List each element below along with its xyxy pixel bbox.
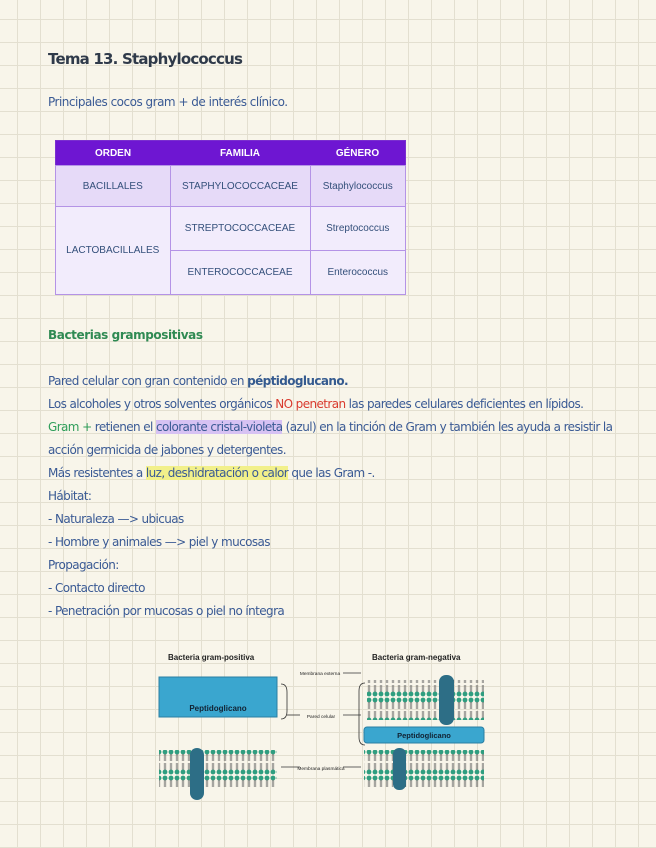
highlight: luz, deshidratación o calor [145,466,289,480]
cell-wall-diagram [150,645,500,800]
membrane-protein [393,748,406,790]
text: que las Gram -. [288,466,375,480]
keyword: NO penetran [275,397,346,411]
cell-familia: STREPTOCOCCACEAE [170,207,310,251]
gram-negative-membrane [364,750,484,789]
cell-familia: STAPHYLOCOCCACEAE [170,166,310,207]
cell-genero: Enterococcus [310,251,406,295]
left-diagram-title: Bacteria gram-positiva [168,653,255,662]
label-outer-membrane: Membrana externa [299,672,341,677]
gram-positive-membrane [159,750,277,789]
note-line: acción germicida de jabones y detergentes. [48,443,286,457]
note-line: - Contacto directo [48,581,145,595]
right-diagram-title: Bacteria gram-negativa [372,653,461,662]
text: Pared celular con gran contenido en [48,374,248,388]
cell-genero: Streptococcus [310,207,406,251]
bracket-left [281,684,287,719]
table-row [56,207,406,251]
note-line: Hábitat: [48,489,92,503]
header-familia: FAMILIA [170,141,310,166]
left-block-label: Peptidoglicano [189,704,247,713]
cell-familia: ENTEROCOCCACEAE [170,251,310,295]
outer-membrane-protein [439,675,454,725]
highlight: colorante cristal-violeta [155,420,283,434]
text: Los alcoholes y otros solventes orgánicos [48,397,276,411]
header-genero: GÉNERO [310,141,406,166]
keyword: Gram + [48,420,92,434]
note-line: - Penetración por mucosas o piel no íntegra [48,604,285,618]
page-title: Tema 13. Staphylococcus [48,50,243,68]
note-line [48,370,618,393]
classification-table [55,140,406,295]
note-line: Propagación: [48,558,119,572]
membrane-protein [190,748,204,800]
page-subtitle: Principales cocos gram + de interés clínico. [48,95,288,109]
note-line [48,416,618,439]
note-line: - Hombre y animales —> piel y mucosas [48,535,270,549]
cell-orden: LACTOBACILLALES [56,207,171,295]
note-line [48,393,618,416]
notes-body [48,370,618,623]
cell-genero: Staphylococcus [310,166,406,207]
keyword: péptidoglucano. [247,374,348,388]
table-row [56,166,406,207]
right-block-label: Peptidoglicano [397,731,451,740]
gram-negative-outer-membrane [367,680,484,720]
note-line [48,462,618,485]
cell-orden: BACILLALES [56,166,171,207]
label-plasma-membrane: Membrana plasmática [297,767,345,772]
table-header-row [56,141,406,166]
section-title: Bacterias grampositivas [48,328,203,342]
text: retienen el [91,420,156,434]
text: (azul) en la tinción de Gram y también les ayuda a resistir la [282,420,613,434]
note-line: - Naturaleza —> ubicuas [48,512,184,526]
text: las paredes celulares deficientes en lípidos. [345,397,584,411]
text: Más resistentes a [48,466,146,480]
label-cell-wall: Pared celular [306,715,336,720]
header-orden: ORDEN [56,141,171,166]
